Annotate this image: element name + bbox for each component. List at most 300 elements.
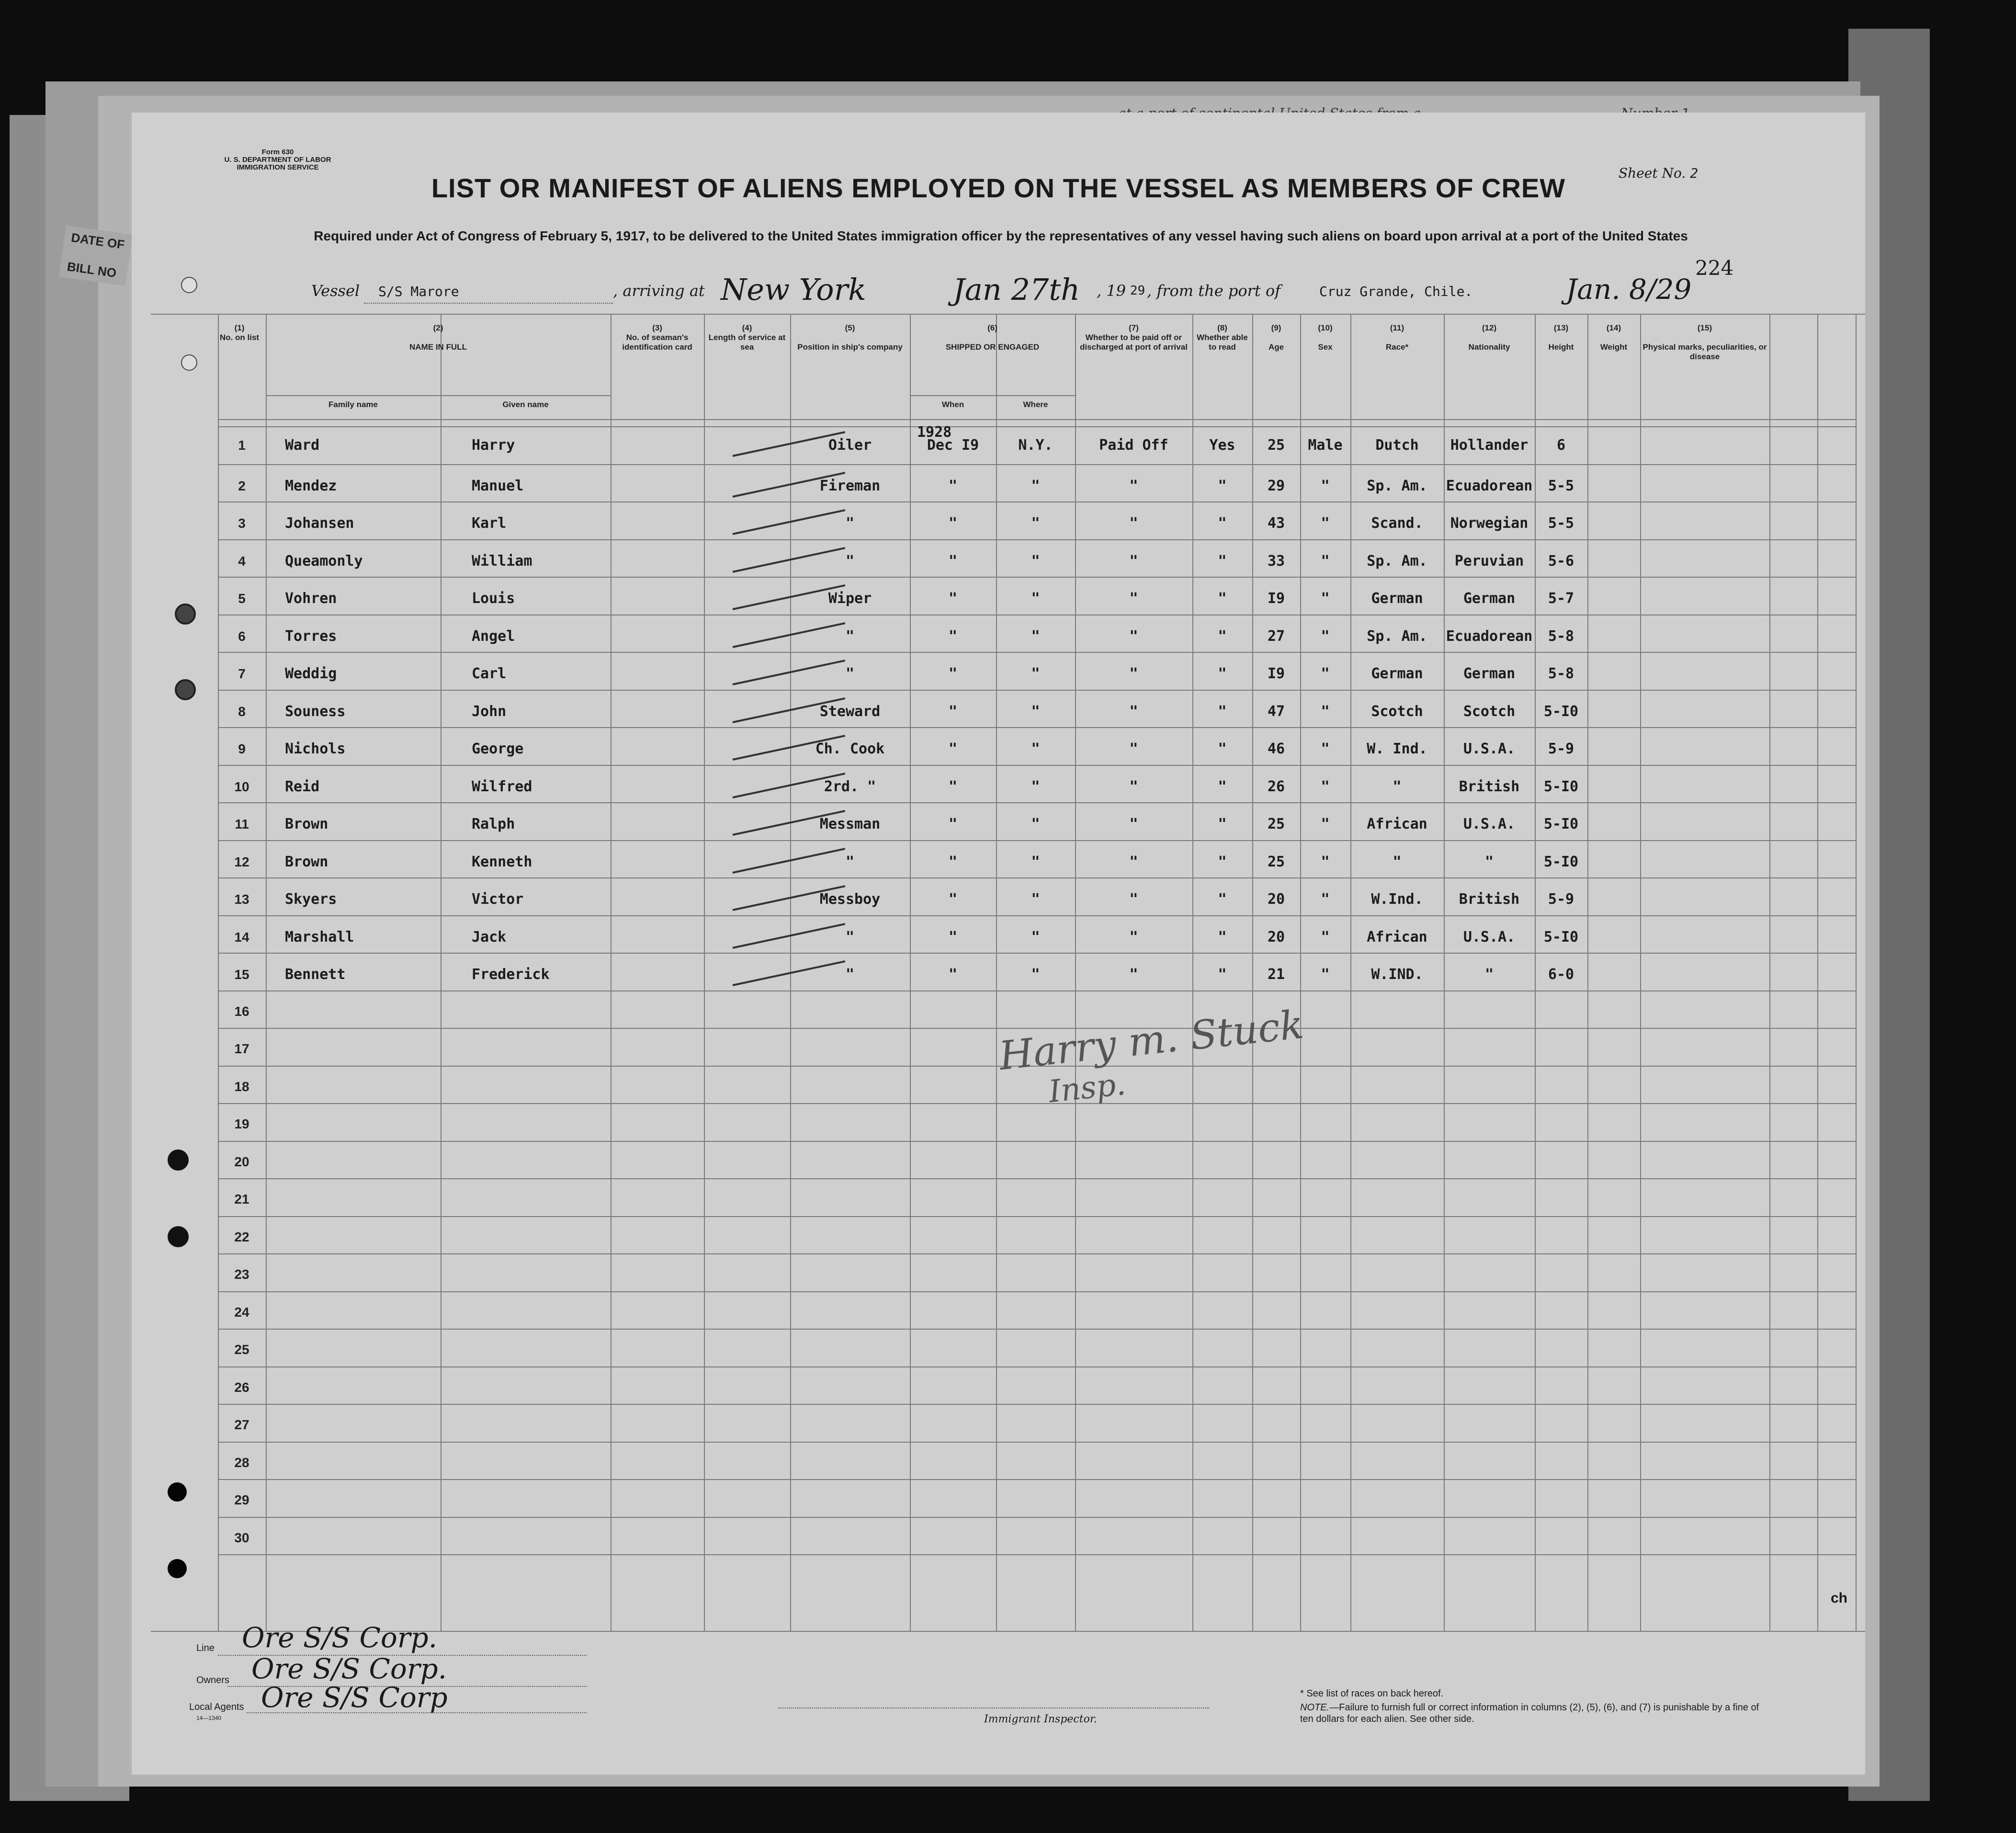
cell-where: " — [1031, 740, 1040, 757]
cell-given: Victor — [472, 891, 524, 908]
from-label: , from the port of — [1147, 282, 1281, 300]
given-name-header: Given name — [502, 400, 549, 409]
cell-paid: " — [1129, 515, 1138, 532]
cell-position: " — [845, 928, 855, 945]
cell-race: Sp. Am. — [1367, 477, 1427, 494]
shipped-year: 1928 — [917, 424, 952, 441]
cell-given: Angel — [472, 627, 515, 645]
cell-family: Ward — [285, 437, 320, 454]
cell-paid: " — [1129, 891, 1138, 908]
cell-family: Bennett — [285, 966, 346, 983]
cell-sex: " — [1321, 966, 1330, 983]
cell-position: Messman — [819, 816, 881, 832]
cell-paid: " — [1129, 966, 1138, 983]
cell-nationality: Peruvian — [1454, 552, 1524, 569]
cell-race: German — [1371, 665, 1423, 682]
cell-race: African — [1367, 816, 1427, 832]
cell-read: Yes — [1209, 437, 1235, 454]
cell-height: 5-9 — [1548, 740, 1574, 757]
row-number: 8 — [238, 704, 246, 719]
cell-paid: " — [1129, 740, 1138, 757]
year-prefix: , 19 — [1097, 282, 1126, 300]
arriving-date: Jan 27th — [953, 272, 1080, 307]
column-rule — [266, 314, 267, 1631]
row-number: 30 — [234, 1530, 249, 1545]
cell-sex: " — [1321, 552, 1330, 569]
cell-when: Dec I9 — [927, 437, 979, 454]
name-sub-rule — [266, 395, 611, 396]
row-number: 16 — [234, 1003, 249, 1019]
page-number: 224 — [1695, 256, 1734, 280]
cell-where: " — [1031, 816, 1040, 832]
fine-note: NOTE.—Failure to furnish full or correct information in columns (2), (5), (6), and (7) is punishable by a fine of ten dollars for each alien. See other side. — [1300, 1702, 1759, 1724]
weight-header: (14) Weight — [1600, 323, 1628, 352]
row-number: 22 — [234, 1229, 249, 1244]
row-number: 3 — [238, 516, 246, 531]
cell-height: 5-5 — [1548, 477, 1574, 494]
cell-age: 46 — [1267, 740, 1285, 757]
agents-value: Ore S/S Corp — [261, 1681, 448, 1714]
races-note: * See list of races on back hereof. — [1300, 1688, 1444, 1699]
column-rule — [1587, 314, 1588, 1631]
row-rule — [218, 1479, 1856, 1480]
row-number: 20 — [234, 1154, 249, 1169]
shipped-header: (6) SHIPPED OR ENGAGED — [945, 323, 1040, 352]
cell-age: 43 — [1267, 515, 1285, 532]
row-rule — [218, 501, 1856, 502]
cell-when: " — [948, 590, 958, 607]
cell-read: " — [1218, 778, 1227, 795]
row-number: 10 — [234, 779, 249, 794]
inspector-label: Immigrant Inspector. — [984, 1713, 1097, 1725]
column-rule — [441, 314, 442, 1631]
cell-position: " — [845, 552, 855, 569]
row-rule — [218, 1366, 1856, 1367]
cell-age: 47 — [1267, 703, 1285, 720]
cell-read: " — [1218, 515, 1227, 532]
cell-paid: " — [1129, 778, 1138, 795]
ring-hole — [181, 277, 197, 293]
cell-height: 5-7 — [1548, 590, 1574, 607]
cell-where: " — [1031, 627, 1040, 645]
punch-hole — [168, 1482, 187, 1502]
cell-nationality: German — [1463, 665, 1516, 682]
row-rule — [218, 953, 1856, 954]
column-rule — [1856, 314, 1857, 1631]
row-rule — [218, 727, 1856, 728]
cell-sex: " — [1321, 778, 1330, 795]
row-number: 29 — [234, 1492, 249, 1507]
paid-off-header: (7) Whether to be paid off or discharged at port of arrival — [1080, 323, 1188, 352]
column-rule — [611, 314, 612, 1631]
row-number: 11 — [235, 817, 249, 831]
row-number: 28 — [234, 1455, 249, 1470]
cell-read: " — [1218, 703, 1227, 720]
department: U. S. DEPARTMENT OF LABOR — [224, 156, 331, 164]
row-rule — [218, 1329, 1856, 1330]
cell-paid: Paid Off — [1099, 437, 1168, 454]
cell-nationality: Ecuadorean — [1446, 627, 1533, 645]
cell-read: " — [1218, 966, 1227, 983]
form-subtitle: Required under Act of Congress of February 5, 1917, to be delivered to the United States immigration officer by the representatives of any vessel having such aliens on board upon arrival at a port of the United States — [314, 228, 1688, 243]
cell-given: George — [472, 740, 524, 757]
row-number: 2 — [238, 478, 246, 493]
row-rule — [218, 1178, 1856, 1179]
cell-sex: " — [1321, 627, 1330, 645]
row-rule — [218, 1103, 1856, 1104]
row-number: 13 — [234, 892, 249, 907]
row-rule — [218, 426, 1856, 427]
cell-height: 5-9 — [1548, 891, 1574, 908]
cell-sex: " — [1321, 477, 1330, 494]
cell-read: " — [1218, 477, 1227, 494]
cell-position: " — [845, 515, 855, 532]
cell-read: " — [1218, 891, 1227, 908]
cell-sex: " — [1321, 740, 1330, 757]
cell-nationality: U.S.A. — [1463, 928, 1516, 945]
row-rule — [218, 652, 1856, 653]
row-rule — [218, 539, 1856, 540]
row-rule — [218, 765, 1856, 766]
cell-age: 25 — [1267, 853, 1285, 870]
cell-position: " — [845, 966, 855, 983]
cell-read: " — [1218, 665, 1227, 682]
cell-nationality: Ecuadorean — [1446, 477, 1533, 494]
cell-height: 5-I0 — [1543, 853, 1579, 870]
cell-read: " — [1218, 627, 1227, 645]
table-top-rule — [151, 314, 1865, 315]
cell-sex: " — [1321, 891, 1330, 908]
row-rule — [218, 877, 1856, 878]
punch-hole — [168, 1150, 189, 1171]
cell-nationality: British — [1459, 891, 1520, 908]
cell-given: Carl — [472, 665, 507, 682]
row-rule — [218, 840, 1856, 841]
arriving-label: , arriving at — [613, 282, 705, 300]
cell-age: 20 — [1267, 928, 1285, 945]
cell-when: " — [948, 627, 958, 645]
cell-sex: " — [1321, 515, 1330, 532]
cell-read: " — [1218, 590, 1227, 607]
cell-position: Fireman — [819, 477, 881, 494]
cell-when: " — [948, 891, 958, 908]
cell-read: " — [1218, 552, 1227, 569]
cell-sex: " — [1321, 853, 1330, 870]
cell-race: " — [1393, 778, 1402, 795]
cell-paid: " — [1129, 928, 1138, 945]
where-header: Where — [1023, 400, 1048, 409]
cell-race: African — [1367, 928, 1427, 945]
row-number: 17 — [234, 1041, 249, 1056]
punch-hole — [168, 1559, 187, 1578]
cell-sex: " — [1321, 590, 1330, 607]
row-rule — [218, 1291, 1856, 1292]
cell-position: " — [845, 853, 855, 870]
row-number: 15 — [234, 967, 249, 982]
cell-nationality: U.S.A. — [1463, 740, 1516, 757]
cell-when: " — [948, 703, 958, 720]
cell-race: W. Ind. — [1367, 740, 1427, 757]
cell-when: " — [948, 816, 958, 832]
cell-where: " — [1031, 966, 1040, 983]
service: IMMIGRATION SERVICE — [237, 163, 319, 171]
cell-family: Skyers — [285, 891, 337, 908]
stamp — [59, 226, 133, 286]
cell-age: 20 — [1267, 891, 1285, 908]
cell-read: " — [1218, 853, 1227, 870]
cell-height: 5-I0 — [1543, 703, 1579, 720]
cell-when: " — [948, 778, 958, 795]
nationality-header: (12) Nationality — [1468, 323, 1510, 352]
cell-age: I9 — [1267, 590, 1285, 607]
cell-family: Brown — [285, 853, 328, 870]
cell-nationality: Hollander — [1450, 437, 1529, 454]
ring-hole — [175, 679, 196, 700]
cell-where: " — [1031, 703, 1040, 720]
cell-age: 26 — [1267, 778, 1285, 795]
row-rule — [218, 1253, 1856, 1254]
cell-when: " — [948, 928, 958, 945]
cell-where: N.Y. — [1018, 437, 1053, 454]
cell-when: " — [948, 552, 958, 569]
cell-where: " — [1031, 477, 1040, 494]
cell-height: 5-I0 — [1543, 778, 1579, 795]
cell-sex: " — [1321, 816, 1330, 832]
cell-race: Scand. — [1371, 515, 1423, 532]
cell-family: Souness — [285, 703, 346, 720]
cell-paid: " — [1129, 703, 1138, 720]
cell-given: Ralph — [472, 816, 515, 832]
cell-family: Nichols — [285, 740, 346, 757]
row-rule — [218, 690, 1856, 691]
cell-paid: " — [1129, 477, 1138, 494]
row-rule — [218, 1517, 1856, 1518]
ring-hole — [181, 354, 197, 371]
punch-hole — [168, 1226, 189, 1247]
ring-hole — [175, 603, 196, 625]
cell-given: Jack — [472, 928, 507, 945]
position-header: (5) Position in ship's company — [797, 323, 903, 352]
page-title: LIST OR MANIFEST OF ALIENS EMPLOYED ON THE VESSEL AS MEMBERS OF CREW — [431, 173, 1566, 203]
cell-age: 33 — [1267, 552, 1285, 569]
id-card-header: (3) No. of seaman's identification card — [622, 323, 692, 352]
row-rule — [218, 1442, 1856, 1443]
row-number: 9 — [238, 741, 246, 756]
cell-paid: " — [1129, 816, 1138, 832]
row-number: 19 — [234, 1116, 249, 1131]
cell-position: Messboy — [819, 891, 881, 908]
row-rule — [218, 1141, 1856, 1142]
cell-age: 29 — [1267, 477, 1285, 494]
cell-age: 25 — [1267, 437, 1285, 454]
cell-family: Weddig — [285, 665, 337, 682]
cell-when: " — [948, 665, 958, 682]
agents-underline — [247, 1712, 587, 1713]
cell-age: I9 — [1267, 665, 1285, 682]
line-label: Line — [196, 1643, 215, 1653]
owners-value: Ore S/S Corp. — [251, 1652, 447, 1685]
cell-given: Frederick — [472, 966, 550, 983]
row-number: 7 — [238, 666, 246, 681]
cell-family: Marshall — [285, 928, 354, 945]
column-rule — [1817, 314, 1818, 1631]
cell-height: 5-8 — [1548, 665, 1574, 682]
cell-paid: " — [1129, 590, 1138, 607]
row-rule — [218, 1028, 1856, 1029]
height-header: (13) Height — [1548, 323, 1574, 352]
cell-given: Louis — [472, 590, 515, 607]
agents-label: Local Agents — [189, 1702, 244, 1712]
signature-title: Insp. — [1047, 1066, 1128, 1110]
arriving-port: New York — [721, 272, 866, 307]
cell-given: Harry — [472, 437, 515, 454]
cell-family: Reid — [285, 778, 320, 795]
row-number: 25 — [234, 1342, 249, 1357]
cell-given: Karl — [472, 515, 507, 532]
cell-race: W.IND. — [1371, 966, 1423, 983]
cell-where: " — [1031, 928, 1040, 945]
when-header: When — [941, 400, 964, 409]
stamp-top: DATE OF — [70, 230, 126, 252]
row-number: 23 — [234, 1267, 249, 1282]
cell-read: " — [1218, 816, 1227, 832]
row-rule — [218, 577, 1856, 578]
arrival-year: 29 — [1130, 284, 1145, 298]
cell-nationality: U.S.A. — [1463, 816, 1516, 832]
stamp-bottom: BILL NO — [66, 259, 117, 281]
cell-sex: Male — [1308, 437, 1343, 454]
cell-height: 5-5 — [1548, 515, 1574, 532]
cell-nationality: " — [1484, 966, 1494, 983]
row-number: 26 — [234, 1379, 249, 1395]
cell-paid: " — [1129, 853, 1138, 870]
cell-nationality: Norwegian — [1450, 515, 1529, 532]
row-rule — [218, 464, 1856, 465]
cell-family: Mendez — [285, 477, 337, 494]
cell-position: Wiper — [828, 590, 872, 607]
cell-nationality: German — [1463, 590, 1516, 607]
vessel-name: S/S Marore — [378, 284, 459, 299]
form-number: Form 630 — [261, 148, 294, 156]
cell-where: " — [1031, 891, 1040, 908]
column-rule — [1640, 314, 1641, 1631]
row-number: 21 — [234, 1192, 249, 1207]
row-number: 12 — [234, 854, 249, 869]
cell-nationality: Scotch — [1463, 703, 1516, 720]
cell-race: Sp. Am. — [1367, 627, 1427, 645]
agents-code: 14—1340 — [196, 1715, 222, 1721]
row-number: 14 — [234, 929, 249, 945]
sheet-number: Sheet No. 2 — [1619, 165, 1699, 181]
cell-height: 6-0 — [1548, 966, 1574, 983]
cell-height: 5-I0 — [1543, 928, 1579, 945]
cell-age: 27 — [1267, 627, 1285, 645]
cell-when: " — [948, 477, 958, 494]
cell-when: " — [948, 853, 958, 870]
cell-nationality: " — [1484, 853, 1494, 870]
cell-race: Scotch — [1371, 703, 1423, 720]
cell-sex: " — [1321, 928, 1330, 945]
cell-position: Ch. Cook — [815, 740, 885, 757]
cell-paid: " — [1129, 665, 1138, 682]
cell-given: William — [472, 552, 532, 569]
cell-height: 5-8 — [1548, 627, 1574, 645]
header-bottom-rule — [218, 419, 1856, 420]
inspector-signature: Harry m. Stuck — [997, 1002, 1306, 1080]
cell-read: " — [1218, 928, 1227, 945]
cell-family: Brown — [285, 816, 328, 832]
cell-given: Kenneth — [472, 853, 532, 870]
cell-when: " — [948, 966, 958, 983]
row-rule — [218, 802, 1856, 803]
cell-given: John — [472, 703, 507, 720]
cell-when: " — [948, 740, 958, 757]
cell-height: 6 — [1556, 437, 1566, 454]
cell-where: " — [1031, 665, 1040, 682]
cell-race: Dutch — [1375, 437, 1419, 454]
cell-given: Manuel — [472, 477, 524, 494]
edge-fragment: ch — [1831, 1590, 1848, 1606]
cell-family: Torres — [285, 627, 337, 645]
owners-label: Owners — [196, 1675, 229, 1685]
from-port: Cruz Grande, Chile. — [1319, 284, 1473, 299]
cell-sex: " — [1321, 703, 1330, 720]
service-header: (4) Length of service at sea — [708, 323, 786, 352]
row-number: 4 — [238, 553, 246, 569]
col-no-header: (1) No. on list — [219, 323, 260, 342]
cell-family: Johansen — [285, 515, 354, 532]
age-header: (9) Age — [1268, 323, 1284, 352]
cell-where: " — [1031, 778, 1040, 795]
read-header: (8) Whether able to read — [1197, 323, 1248, 352]
cell-race: Sp. Am. — [1367, 552, 1427, 569]
departure-date: Jan. 8/29 — [1566, 273, 1692, 306]
family-name-header: Family name — [328, 400, 378, 409]
physical-header: (15) Physical marks, peculiarities, or disease — [1642, 323, 1767, 361]
row-number: 27 — [234, 1417, 249, 1432]
row-number: 18 — [234, 1079, 249, 1094]
vessel-label: Vessel — [311, 282, 360, 300]
cell-age: 21 — [1267, 966, 1285, 983]
cell-paid: " — [1129, 627, 1138, 645]
cell-race: W.Ind. — [1371, 891, 1423, 908]
cell-height: 5-6 — [1548, 552, 1574, 569]
cell-where: " — [1031, 515, 1040, 532]
column-rule — [704, 314, 705, 1631]
column-rule — [1769, 314, 1770, 1631]
cell-where: " — [1031, 853, 1040, 870]
shipped-sub-rule — [910, 395, 1075, 396]
cell-race: German — [1371, 590, 1423, 607]
race-header: (11) Race* — [1385, 323, 1409, 352]
cell-position: " — [845, 665, 855, 682]
col-name-header: (2) NAME IN FULL — [409, 323, 467, 352]
cell-paid: " — [1129, 552, 1138, 569]
cell-where: " — [1031, 552, 1040, 569]
row-rule — [218, 915, 1856, 916]
cell-nationality: British — [1459, 778, 1520, 795]
sex-header: (10) Sex — [1318, 323, 1333, 352]
manifest-sheet — [132, 113, 1865, 1775]
row-number: 1 — [238, 438, 246, 453]
row-rule — [218, 1216, 1856, 1217]
cell-where: " — [1031, 590, 1040, 607]
row-rule — [218, 1404, 1856, 1405]
cell-position: Steward — [819, 703, 881, 720]
cell-when: " — [948, 515, 958, 532]
cell-given: Wilfred — [472, 778, 532, 795]
cell-family: Vohren — [285, 590, 337, 607]
